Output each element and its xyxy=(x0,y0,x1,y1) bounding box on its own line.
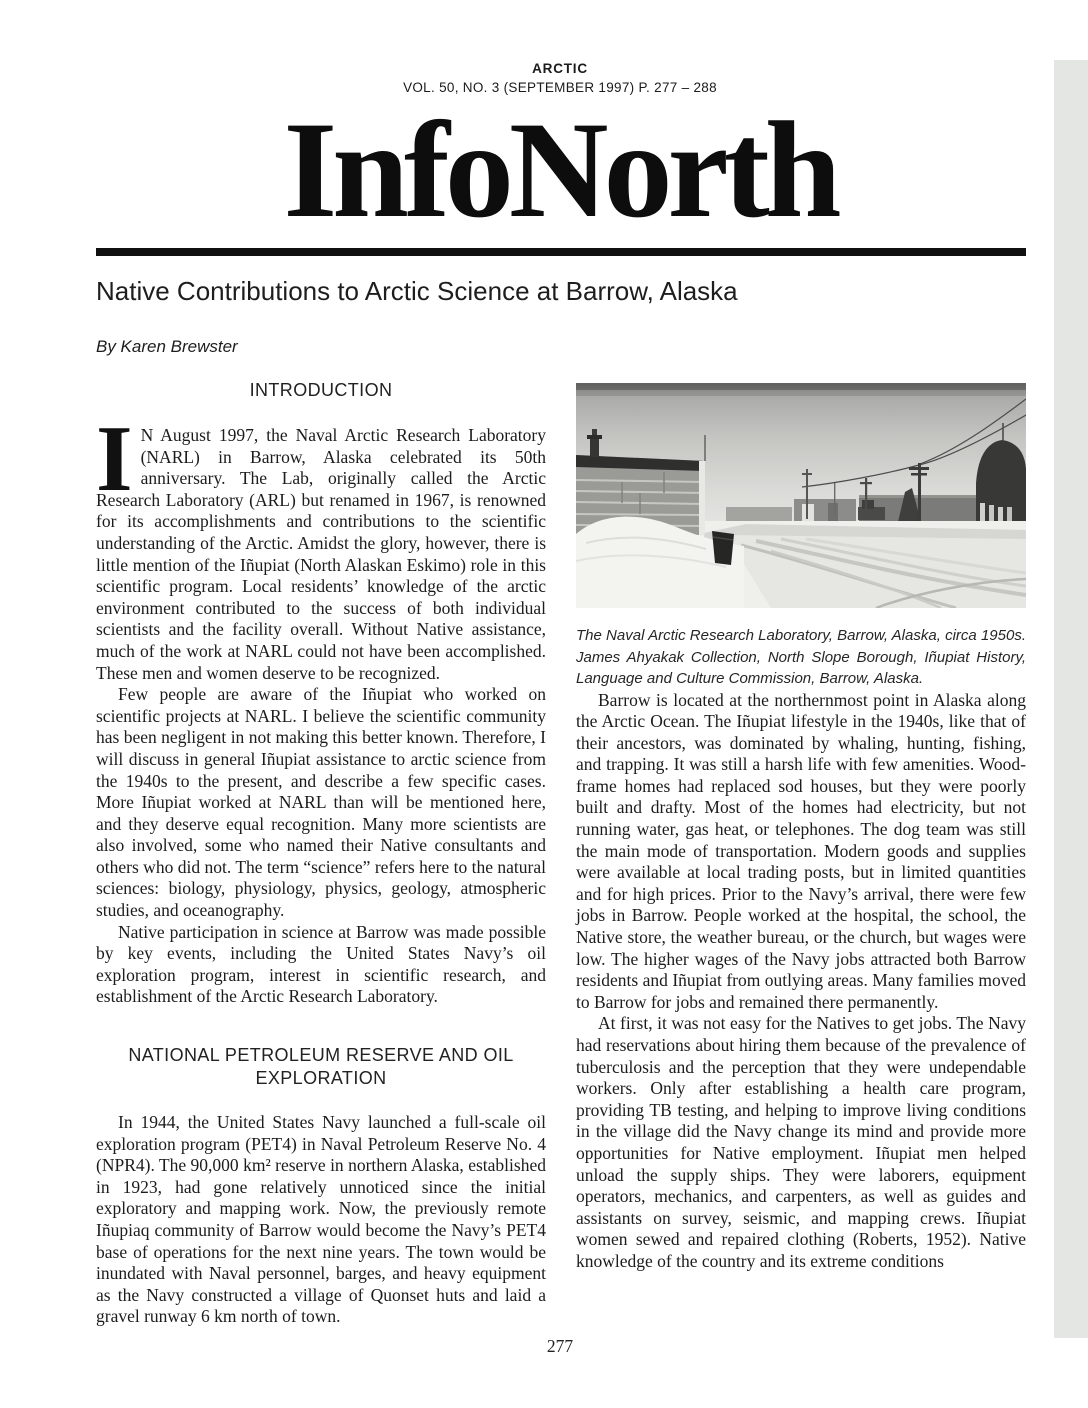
right-paragraph-2: At first, it was not easy for the Natives to get jobs. The Navy had reservations about hiring them because of the prevalence of tuberculosis and the perception that they were undependable workers. Only after establishing a health care program, providing TB testing, and helping to improve living conditions in the village did the Navy change its mind and provide more opportunities for Native employment. Iñupiat men helped unload the supply ships. They were laborers, equipment operators, mechanics, and carpenters, as well as guides and assistants on survey, seismic, and mapping crews. Iñupiat women sewed and repaired clothing (Roberts, 1952). Native knowledge of the country and its extreme conditions xyxy=(576,1013,1026,1271)
masthead-rule xyxy=(96,248,1026,256)
right-paragraph-1: Barrow is located at the northernmost point in Alaska along the Arctic Ocean. The Iñupiat lifestyle in the 1940s, like that of their ancestors, was dominated by whaling, hunting, fishing, and trapping. It was still a harsh life with few amenities. Wood-frame homes had replaced sod houses, but they were poorly built and drafty. Most of the homes had electricity, but not running water, gas heat, or telephones. The dog team was still the main mode of transportation. Modern goods and supplies were available at local trading posts, but in limited quantities and for high prices. Prior to the Navy’s arrival, there were few jobs in Barrow. People worked at the hospital, the school, the Native store, the weather bureau, or the church, but wages were low. The higher wages of the Navy jobs attracted both Barrow residents and Iñupiat from outlying areas. Many families moved to Barrow for jobs and remained there permanently. xyxy=(576,689,1026,1012)
intro-paragraph-3: Native participation in science at Barrow was made possible by key events, including the United States Navy’s oil exploration program, interest in scientific research, and establishment of the Arctic Research Laboratory. xyxy=(96,921,546,1007)
intro-paragraph-1 xyxy=(96,407,546,684)
masthead-title: InfoNorth xyxy=(283,93,837,246)
right-column xyxy=(576,383,1026,1273)
introduction-heading: INTRODUCTION xyxy=(249,380,393,400)
narl-photo xyxy=(576,383,1026,608)
npr-paragraph-1: In 1944, the United States Navy launched a full-scale oil exploration program (PET4) in Naval Petroleum Reserve No. 4 (NPR4). The 90,000 km² reserve in northern Alaska, established in 1923, had gone relatively unnoticed since the initial exploratory and mapping work. Now, the previously remote Iñupiaq community of Barrow would become the Navy’s PET4 base of operations for the next nine years. The town would be inundated with Naval personnel, barges, and heavy equipment as the Navy constructed a village of Quonset huts and laid a gravel runway 6 km north of town. xyxy=(96,1112,546,1327)
article-title: Native Contributions to Arctic Science at Barrow, Alaska xyxy=(96,276,738,306)
distant-buildings xyxy=(726,507,792,522)
figure-caption: The Naval Arctic Research Laboratory, Barrow, Alaska, circa 1950s. James Ahyakak Collection, North Slope Borough, Iñupiat History, Language and Culture Commission, Barrow, Alaska. xyxy=(576,627,1026,687)
journal-header xyxy=(95,61,1025,95)
journal-name: ARCTIC xyxy=(532,61,588,76)
antenna-pole xyxy=(834,483,835,515)
narl-photo-illustration xyxy=(576,383,1026,608)
left-column xyxy=(96,379,546,1328)
scan-edge-strip xyxy=(1054,60,1088,1338)
road-tracks xyxy=(726,535,1026,608)
dropcap-letter: I xyxy=(96,407,133,511)
intro-paragraph-2: Few people are aware of the Iñupiat who worked on scientific projects at NARL. I believe the scientific community has been negligent in not making this better known. Therefore, I will discuss in general Iñupiat assistance to arctic science from the 1940s to the present, and describe a few specific cases. More Iñupiat worked at NARL than will be mentioned here, and they deserve equal recognition. Many more scientists are also involved, some who named their Native consultants and others who did not. The term “science” refers here to the natural sciences: biology, physiology, physics, geology, atmospheric studies, and oceanography. xyxy=(96,684,546,921)
journal-issue-line: VOL. 50, NO. 3 (SEPTEMBER 1997) P. 277 – 288 xyxy=(403,80,717,95)
article-byline: By Karen Brewster xyxy=(96,337,238,356)
npr-section-heading: NATIONAL PETROLEUM RESERVE AND OIL EXPLORATION xyxy=(128,1045,514,1089)
oil-drum xyxy=(712,531,734,565)
page-number: 277 xyxy=(546,1336,574,1356)
intro-paragraph-1-text: N August 1997, the Naval Arctic Research Laboratory (NARL) in Barrow, Alaska celebrated its 50th anniversary. The Lab, originally called the Arctic Research Laboratory (ARL) but renamed in 1967, is renowned for its accomplishments and contributions to the scientific understanding of the Arctic. Amidst the glory, however, there is little mention of the Iñupiat (North Alaskan Eskimo) role in this scientific program. Local residents’ knowledge of the arctic environment contributed to the success of both individual scientists and the facility overall. Without Native assistance, much of the work at NARL could not have been accomplished. These men and women deserve to be recognized. xyxy=(96,425,546,683)
